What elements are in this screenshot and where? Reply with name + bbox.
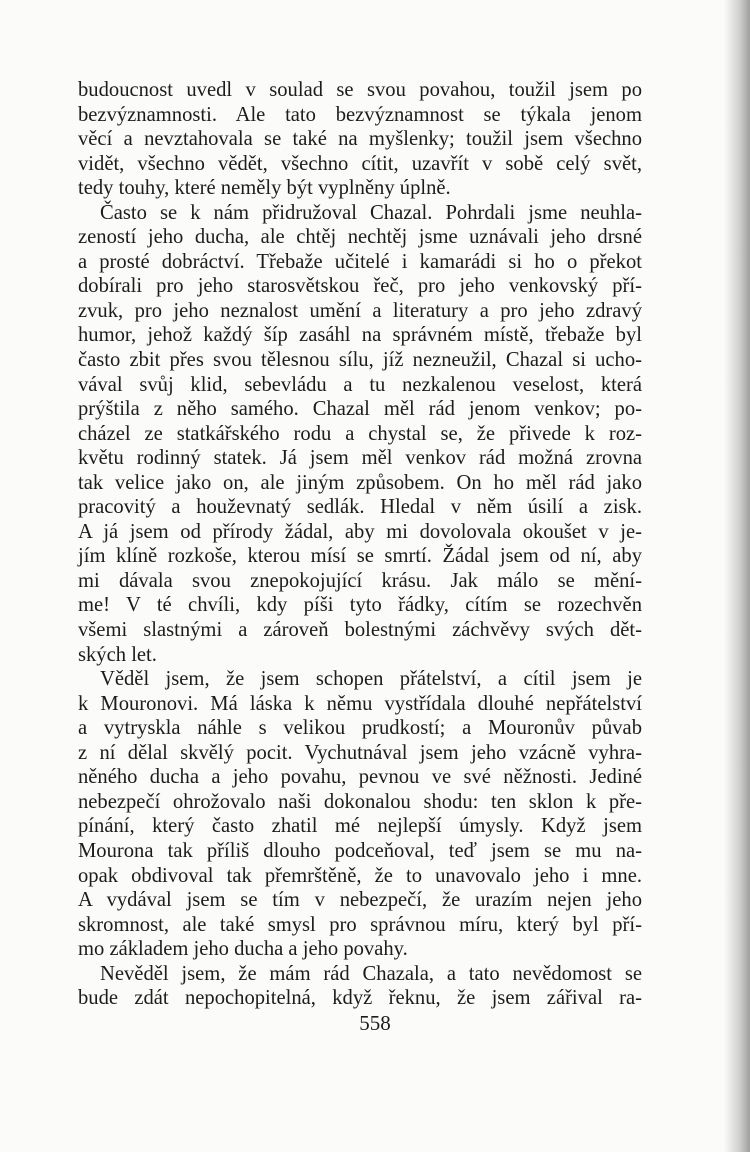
text-line: bezvýznamnosti. Ale tato bezvýznamnost se týkala jenom (78, 103, 642, 126)
text-line: skromnost, ale také smysl pro správnou míru, který byl pří- (78, 913, 642, 936)
page-edge-shadow (724, 0, 750, 1152)
text-line: Často se k nám přidružoval Chazal. Pohrdali jsme neuhla- (100, 201, 642, 224)
text-line: květu rodinný statek. Já jsem měl venkov rád možná zrovna (78, 447, 642, 470)
text-line: prýštila z něho samého. Chazal měl rád jenom venkov; po- (78, 398, 642, 421)
text-line: často zbit přes svou tělesnou sílu, jíž nezneužil, Chazal si ucho- (78, 349, 642, 372)
text-line: dobírali pro jeho starosvětskou řeč, pro jeho venkovský pří- (78, 275, 642, 298)
text-line: Věděl jsem, že jsem schopen přátelství, a cítil jsem je (100, 668, 642, 691)
text-line: opak obdivoval tak přemrštěně, že to unavovalo jeho i mne. (78, 864, 642, 887)
text-line: věcí a nevztahovala se také na myšlenky; toužil jsem všechno (78, 128, 642, 151)
text-line: z ní dělal skvělý pocit. Vychutnával jsem jeho vzácně vyhra- (78, 741, 642, 764)
text-line: nebezpečí ohrožovalo naši dokonalou shodu: ten sklon k pře- (78, 790, 642, 813)
text-line: humor, jehož každý šíp zasáhl na správném místě, třebaže byl (78, 324, 642, 347)
text-line: tak velice jako on, ale jiným způsobem. On ho měl rád jako (78, 471, 642, 494)
text-line: k Mouronovi. Má láska k němu vystřídala dlouhé nepřátelství (78, 692, 642, 715)
text-line: me! V té chvíli, kdy píši tyto řádky, cítím se rozechvěn (78, 594, 642, 617)
text-line: vával svůj klid, sebevládu a tu nezkalenou veselost, která (78, 373, 642, 396)
text-line: budoucnost uvedl v soulad se svou povahou, toužil jsem po (78, 79, 642, 101)
text-line: zvuk, pro jeho neznalost umění a literatury a pro jeho zdravý (78, 299, 642, 322)
text-line: něného ducha a jeho povahu, pevnou ve své něžnosti. Jediné (78, 766, 642, 789)
text-line: mo základem jeho ducha a jeho povahy. (78, 938, 408, 961)
text-line: všemi slastnými a zároveň bolestnými záchvěvy svých dět- (78, 619, 642, 642)
text-line: vidět, všechno vědět, všechno cítit, uzavřít v sobě celý svět, (78, 152, 642, 175)
text-line: tedy touhy, které neměly být vyplněny úplně. (78, 177, 451, 200)
text-line: bude zdát nepochopitelná, když řeknu, že jsem zářival ra- (78, 987, 642, 1010)
text-line: Mourona tak příliš dlouho podceňoval, teď jsem se mu na- (78, 839, 642, 862)
text-line: A vydával jsem se tím v nebezpečí, že urazím nejen jeho (78, 889, 642, 912)
text-line: A já jsem od přírody žádal, aby mi dovolovala okoušet v je- (78, 520, 642, 543)
text-line: ských let. (78, 643, 157, 666)
text-line: a vytryskla náhle s velikou prudkostí; a Mouronův půvab (78, 717, 642, 740)
page-number: 558 (359, 1011, 391, 1035)
text-line: jím klíně rozkoše, kterou mísí se smrtí. Žádal jsem od ní, aby (78, 545, 642, 568)
text-line: zeností jeho ducha, ale chtěj nechtěj jsme uznávali jeho drsné (78, 226, 642, 249)
text-line: pínání, který často zhatil mé nejlepší úmysly. Když jsem (78, 815, 642, 838)
page-body-text (78, 78, 642, 1011)
text-line: cházel ze statkářského rodu a chystal se, že přivede k roz- (78, 422, 642, 445)
text-line: a prosté dobráctví. Třebaže učitelé i kamarádi si ho o překot (78, 250, 642, 273)
text-line: Nevěděl jsem, že mám rád Chazala, a tato nevědomost se (100, 962, 642, 985)
text-line: pracovitý a houževnatý sedlák. Hledal v něm úsilí a zisk. (78, 496, 642, 519)
text-line: mi dávala svou znepokojující krásu. Jak málo se mění- (78, 569, 642, 592)
